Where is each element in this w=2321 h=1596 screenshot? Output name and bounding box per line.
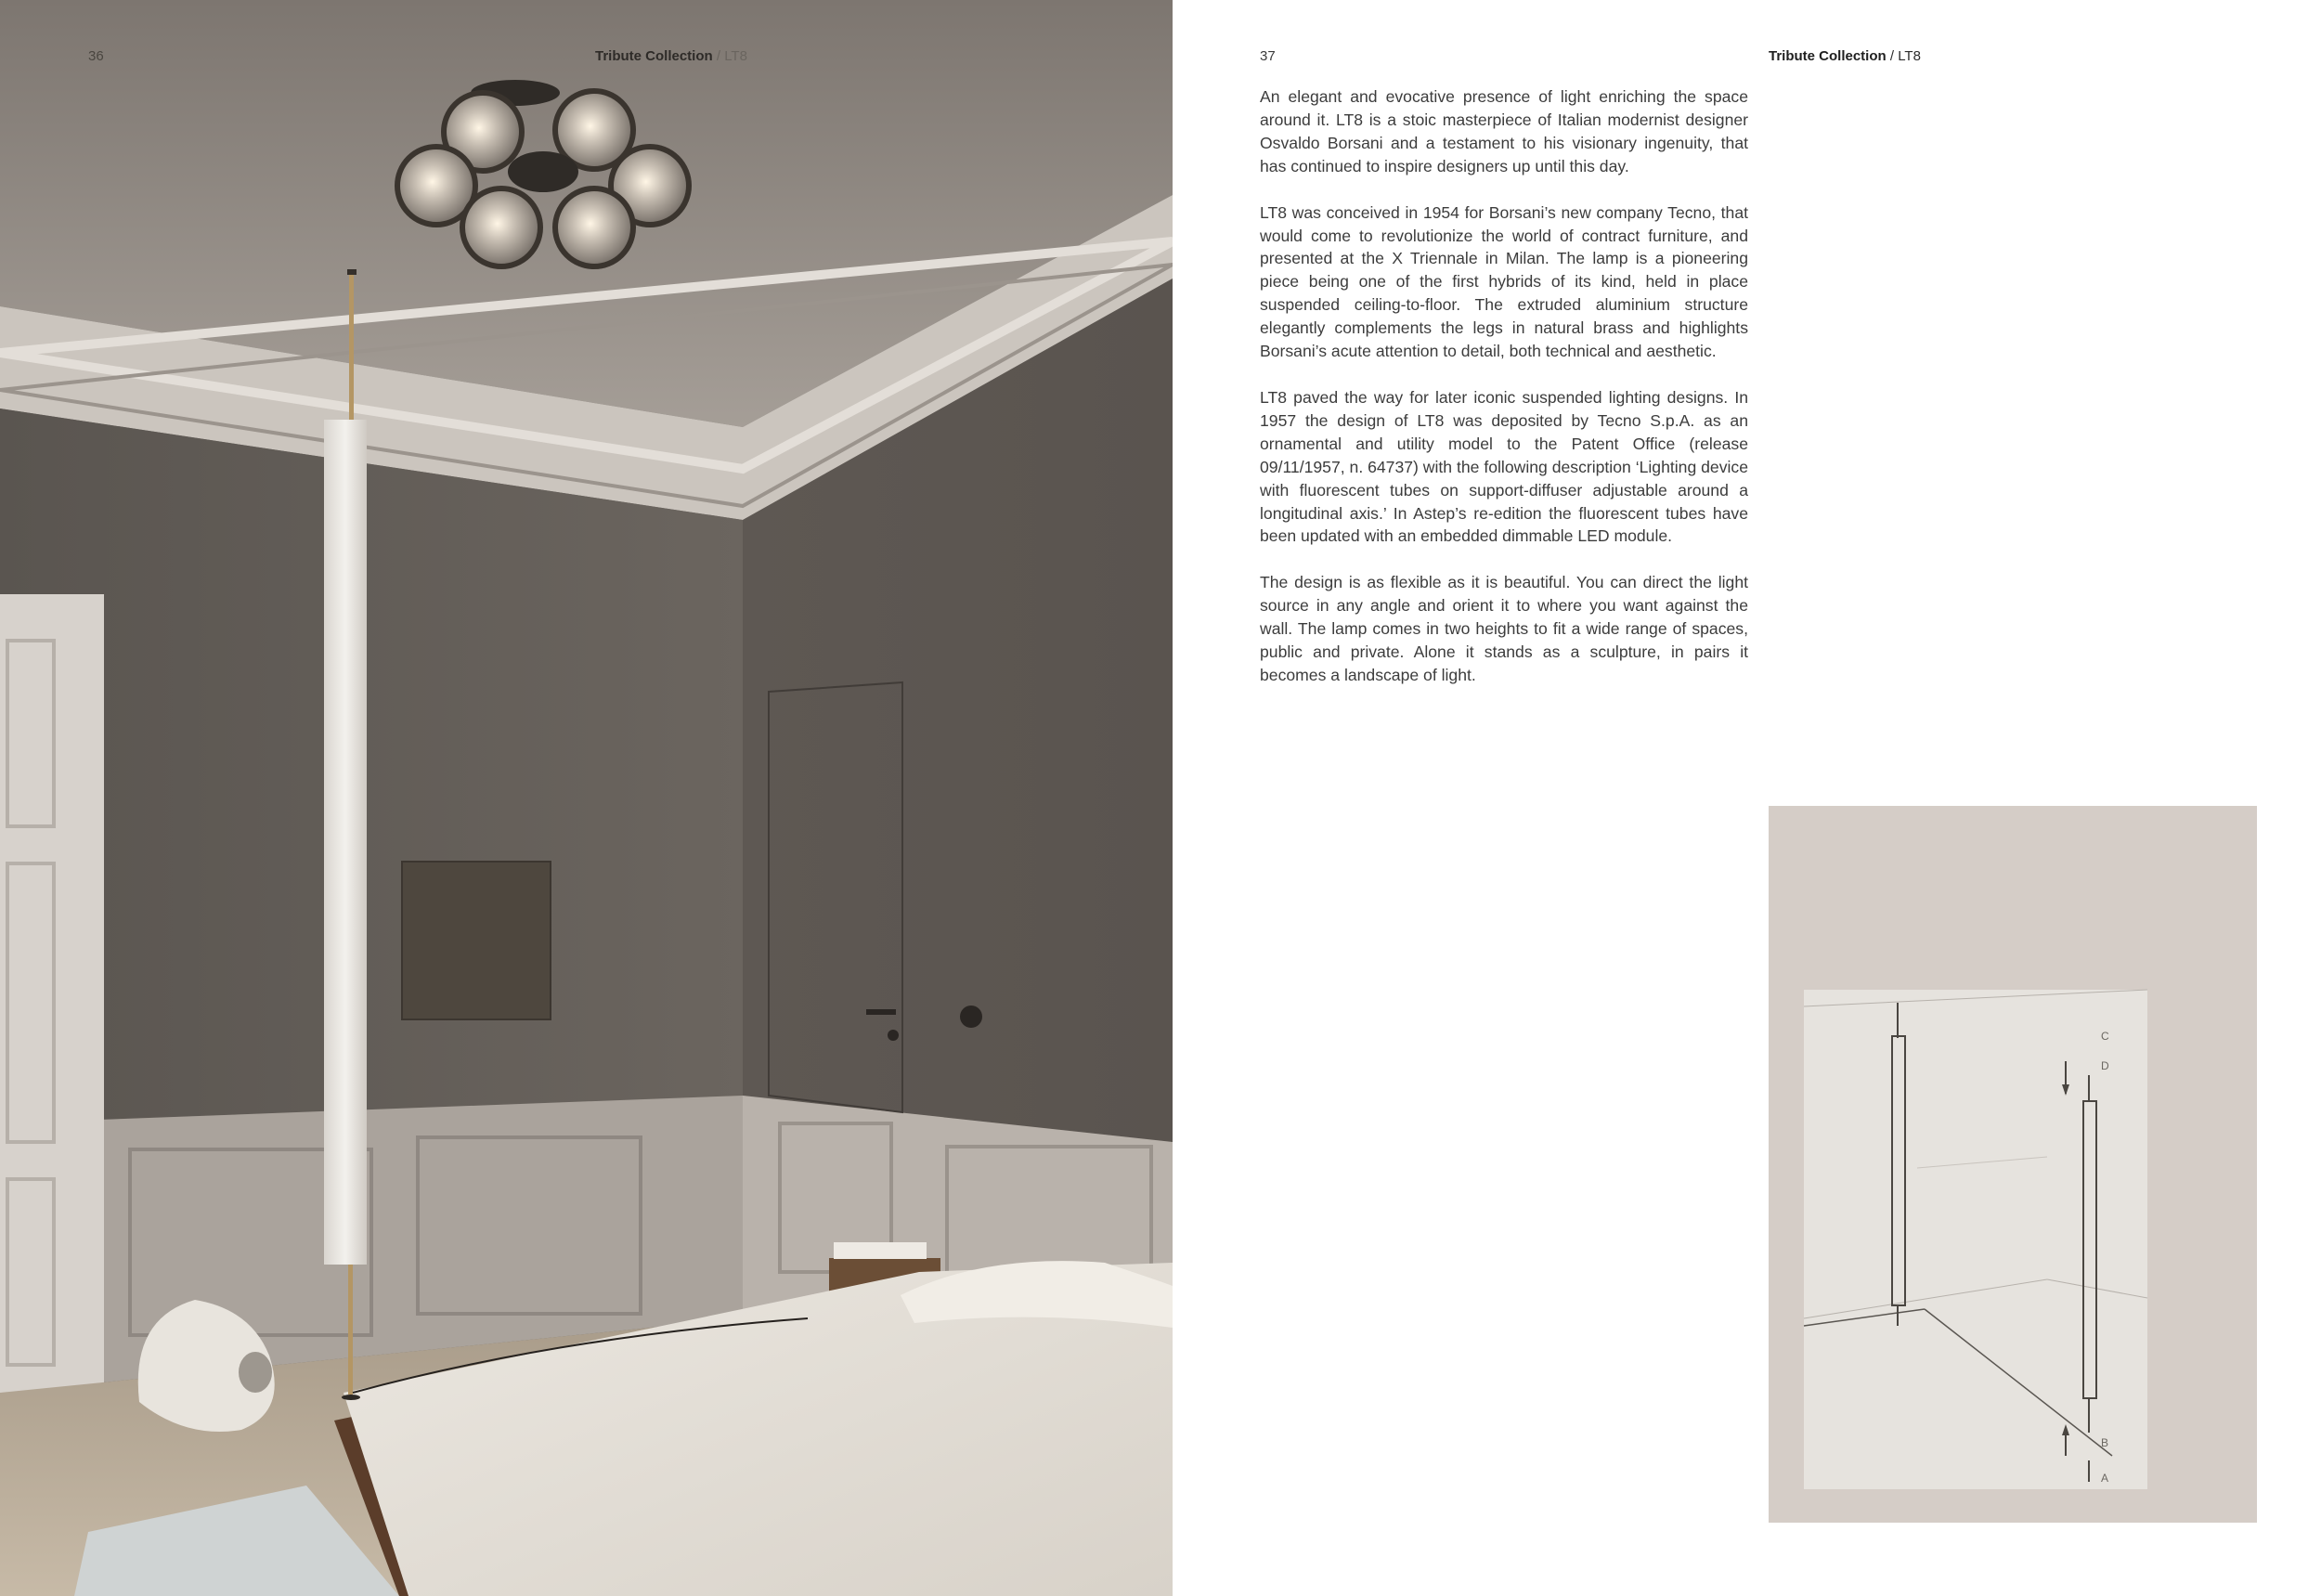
running-head-collection: Tribute Collection (595, 48, 713, 64)
running-head-product: LT8 (1898, 48, 1921, 64)
right-page-header (1173, 48, 2321, 74)
running-head-left (595, 48, 747, 64)
sketch-label-b: B (2101, 1436, 2109, 1449)
paragraph-flexibility: The design is as flexible as it is beautiful. You can direct the light source in any angle and orient it to where you want against the wall. The lamp comes in two heights to fit a wide range of spaces, public and private. Alone it stands as a sculpture, in pairs it becomes a landscape of light. (1260, 573, 1748, 684)
paragraph-intro: An elegant and evocative presence of light enriching the space around it. LT8 is a stoic masterpiece of Italian modernist designer Osvaldo Borsani and a testament to his visionary ingenuity, that has continued to inspire designers up until this day. (1260, 87, 1748, 175)
running-head-separator: / (712, 48, 725, 64)
body-text (1260, 85, 1748, 710)
paragraph-history: LT8 was conceived in 1954 for Borsani’s new company Tecno, that would come to revolutionize the world of contract furniture, and presented at the X Triennale in Milan. The lamp is a pioneering piece being one of the first hybrids of its kind, held in place suspended ceiling-to-floor. The extruded aluminium structure elegantly complements the legs in natural brass and highlights Borsani’s acute attention to detail, both technical and aesthetic. (1260, 202, 1748, 361)
running-head-right (1769, 48, 1921, 64)
left-page-header (0, 48, 1173, 74)
sketch-label-c: C (2101, 1030, 2109, 1043)
running-head-separator: / (1886, 48, 1899, 64)
patent-sketch (1769, 806, 2257, 1523)
paragraph-patent: LT8 paved the way for later iconic suspended lighting designs. In 1957 the design of LT8 was deposited by Tecno S.p.A. as an ornamental and utility model to the Patent Office (release 09/11/1957, n. 64737) with the following description ‘Lighting device with fluorescent tubes on support-diffuser adjustable around a longitudinal axis.’ In Astep’s re-edition the fluorescent tubes have been updated with an embedded dimmable LED module. (1260, 387, 1748, 546)
running-head-collection: Tribute Collection (1769, 48, 1887, 64)
running-head-product: LT8 (724, 48, 747, 64)
page-number-left: 36 (88, 48, 104, 64)
sketch-label-a: A (2101, 1472, 2109, 1485)
sketch-drawing (1769, 806, 2257, 1523)
sketch-label-d: D (2101, 1059, 2109, 1072)
page-number-right: 37 (1260, 48, 1276, 64)
right-page (1173, 0, 2321, 1596)
